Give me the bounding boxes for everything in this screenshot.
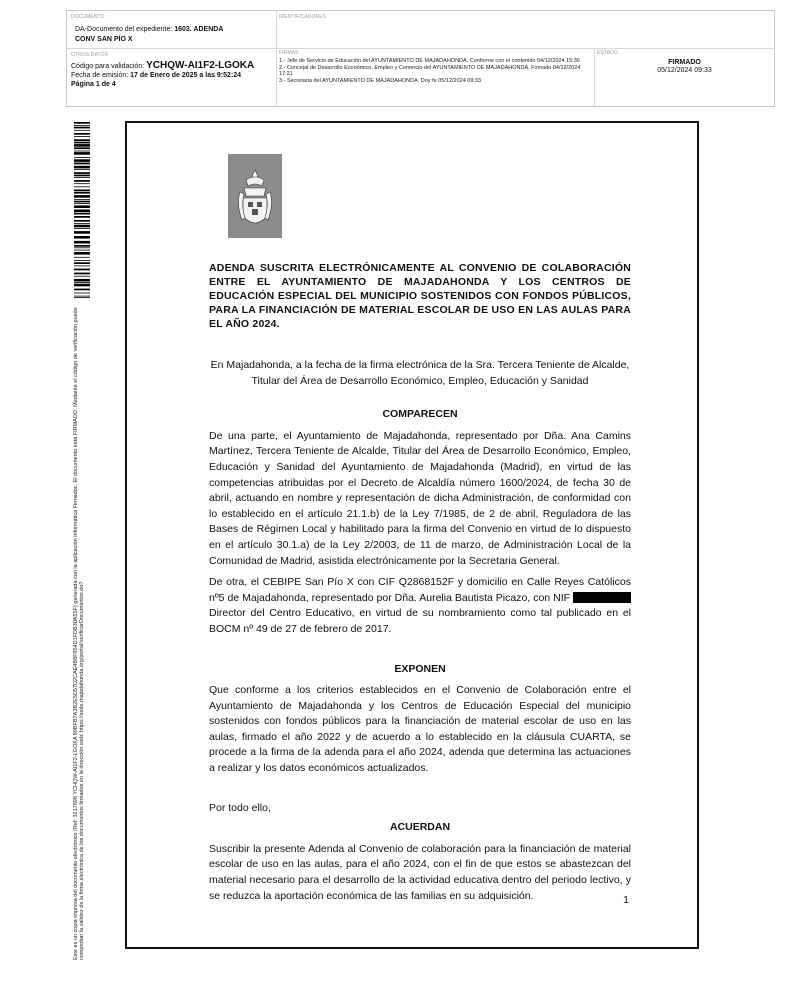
document-page	[125, 121, 699, 949]
estado-value: FIRMADO	[668, 59, 701, 66]
barcode-bar	[74, 276, 90, 277]
document-title: ADENDA SUSCRITA ELECTRÓNICAMENTE AL CONVENIO DE COLABORACIÓN ENTRE EL AYUNTAMIENTO DE MAJADAHONDA Y LOS CENTROS DE EDUCACIÓN ESPECIAL DEL MUNICIPIO SOSTENIDOS CON FONDOS PÚBLICOS, PARA LA FINANCIACIÓN DE MATERIAL ESCOLAR DE USO EN LAS AULAS PARA EL AÑO 2024.	[209, 262, 631, 330]
barcode-bar	[74, 186, 90, 187]
barcode-bar	[74, 190, 90, 192]
barcode-bar	[74, 231, 90, 234]
comparecen-paragraph-1: De una parte, el Ayuntamiento de Majadahonda, representado por Dña. Ana Camins Martínez, Tercera Teniente de Alcalde, Titular del Área de Desarrollo Económico, Empleo, Educación y Sanidad del Ayuntamiento de Majadahonda (Madrid), en virtud de las competencias atribuidas por el Decreto de Alcaldía número 1600/2024, de fecha 30 de abril, actuando en nombre y representación de dicha Administración, de conformidad con lo establecido en el artículo 21.1.b) de la Ley 7/1985, de 2 de abril, Reguladora de las Bases de Régimen Local y habilitado para la firma del Convenio en virtud de lo dispuesto en el artículo 30.1.a) de la Ley 2/2003, de 11 de marzo, de Administración Local de la Comunidad de Madrid, asistida electrónicamente por la Secretaria General.	[209, 429, 631, 567]
acuerdan-paragraph: Suscribir la presente Adenda al Convenio de colaboración para la financiación de material escolar de uso en las aulas, para el año 2024, con el fin de que estos se abastezcan del material necesario para el desarrollo de la actividad educativa dentro del periodo lectivo, y se reduzca la aportación económica de las familias en su adquisición.	[209, 842, 631, 902]
estado-date: 05/12/2024 09:33	[657, 67, 712, 74]
redacted-nif	[573, 592, 631, 603]
estado-label: ESTADO	[597, 50, 618, 56]
identificadores-section	[279, 14, 326, 20]
acuerdan-heading: ACUERDAN	[389, 821, 451, 834]
barcode-bar	[74, 257, 90, 258]
barcode-bar	[74, 147, 90, 149]
barcode-bar	[74, 159, 90, 162]
barcode-bar	[74, 205, 90, 208]
codigo-value: YCHQW-AI1F2-LGOKA	[146, 60, 255, 71]
barcode-bar	[74, 157, 90, 158]
barcode-bar	[74, 245, 90, 247]
firmas-list	[279, 58, 591, 84]
barcode-bar	[74, 180, 90, 182]
barcode-bar	[74, 125, 90, 126]
document-body	[209, 261, 631, 904]
barcode-bar	[74, 130, 90, 131]
barcode-bar	[74, 269, 90, 271]
barcode-bar	[74, 297, 90, 298]
exponen-heading: EXPONEN	[394, 662, 446, 675]
identificadores-label: IDENTIFICADORES	[279, 14, 327, 20]
otros-datos-label: OTROS DATOS	[71, 52, 109, 58]
barcode-bar	[74, 223, 90, 224]
barcode-bar	[74, 203, 90, 204]
barcode-bar	[74, 213, 90, 215]
barcode-bar	[74, 225, 90, 228]
barcode-bar	[74, 279, 90, 282]
documento-section	[71, 14, 271, 45]
page-number: 1	[623, 894, 629, 906]
estado-section	[597, 50, 772, 75]
barcode-bar	[74, 260, 90, 261]
barcode-bar	[74, 296, 90, 297]
barcode-bar	[74, 152, 90, 155]
barcode-bar	[74, 139, 90, 141]
firmas-label: FIRMAS	[279, 50, 299, 56]
exponen-paragraph: Que conforme a los criterios establecidos en el Convenio de Colaboración entre el Ayuntamiento de Majadahonda y los Centros de Educación Especial del municipio sostenidos con fondos públicos para la financiación de material escolar de uso en las aulas, firmado el año 2022 y de acuerdo a lo establecido en la cláusula CUARTA, se procede a la firma de la adenda para el año 2024, adenda que determina las actuaciones a realizar y los datos económicos actualizados.	[209, 684, 631, 775]
barcode-bar	[74, 266, 90, 267]
barcode-bar	[74, 175, 90, 177]
barcode	[74, 122, 90, 298]
barcode-bar	[74, 142, 90, 144]
fecha-emision: Fecha de emisión: 17 de Enero de 2025 a las 9:52:24	[71, 72, 242, 79]
documento-label: DOCUMENTO	[71, 14, 105, 20]
barcode-bar	[74, 262, 90, 264]
firma-item: 1.- Jefe de Servicio de Educación del AYUNTAMIENTO DE MAJADAHONDA. Conforme con el contenido 04/12/2024 15:36	[279, 58, 580, 64]
barcode-bar	[74, 122, 90, 124]
por-todo-ello: Por todo ello,	[209, 801, 271, 814]
barcode-bar	[74, 183, 90, 184]
barcode-bar	[74, 247, 90, 248]
barcode-bar	[74, 228, 90, 229]
pagina: Página 1 de 4	[71, 81, 116, 88]
barcode-bar	[74, 199, 90, 200]
barcode-bar	[74, 210, 90, 213]
signature-header	[66, 10, 775, 107]
barcode-bar	[74, 201, 90, 203]
barcode-bar	[74, 169, 90, 170]
firma-item: 3.- Secretaria del AYUNTAMIENTO DE MAJADAHONDA. Doy fe 05/12/2024 09:33	[279, 77, 482, 84]
comparecen-heading: COMPARECEN	[382, 408, 458, 421]
barcode-bar	[74, 220, 90, 222]
verification-vertical-text: Este es un copia impresa del documento electrónico (Ref: 3217898 YCHQW-AI1F2-LGOKA 89BFB7A3B2E5D57D2CAE4B8F954D1FDB30A55F) generada con la aplicación informática Firmadoc. El documento está FIRMADO. Mediante el código de verificación puede comprobar la validez de la firma electrónica de los documentos firmados en la dirección web: https://sede.majadahonda.org/portal/verificarDocumentos.do?	[73, 307, 86, 960]
barcode-bar	[74, 216, 90, 218]
barcode-bar	[74, 282, 90, 283]
comparecen-paragraph-2: De otra, el CEBIPE San Pío X con CIF Q2868152F y domicilio en Calle Reyes Católicos nº5 de Majadahonda, representado por Dña. Aurelia Bautista Picazo, con NIF Director del Centro Educativo, en virtud de su nombramiento como tal publicado en el BOCM nº 49 de 27 de febrero de 2017.	[209, 576, 631, 635]
barcode-bar	[74, 133, 90, 135]
barcode-bar	[74, 195, 90, 198]
barcode-bar	[74, 192, 90, 194]
barcode-bar	[74, 177, 90, 178]
barcode-bar	[74, 241, 90, 244]
barcode-bar	[74, 136, 90, 137]
firmas-section	[279, 50, 591, 84]
barcode-bar	[74, 250, 90, 251]
barcode-bar	[74, 127, 90, 129]
firma-item: 2.- Concejal de Desarrollo Económico, Empleo y Comercio del AYUNTAMIENTO DE MAJADAHONDA. Firmado 04/12/2024 17:21	[279, 64, 581, 78]
barcode-bar	[74, 151, 90, 152]
intro-paragraph: En Majadahonda, a la fecha de la firma electrónica de la Sra. Tercera Teniente de Alcalde, Titular del Área de Desarrollo Económico, Empleo, Educación y Sanidad	[210, 359, 630, 387]
codigo-validacion: Código para validación: YCHQW-AI1F2-LGOKA	[71, 60, 255, 71]
barcode-bar	[74, 172, 90, 174]
barcode-bar	[74, 236, 90, 239]
coat-of-arms-image	[228, 154, 282, 238]
barcode-bar	[74, 284, 90, 287]
barcode-bar	[74, 293, 90, 294]
documento-value: DA-Documento del expediente: 1603. ADENDA CONV SAN PÍO X	[75, 26, 224, 43]
barcode-bar	[74, 163, 90, 165]
barcode-bar	[74, 252, 90, 255]
barcode-bar	[74, 289, 90, 291]
barcode-bar	[74, 144, 90, 147]
otros-datos-section	[71, 52, 275, 89]
barcode-bar	[74, 166, 90, 169]
barcode-bar	[74, 273, 90, 275]
